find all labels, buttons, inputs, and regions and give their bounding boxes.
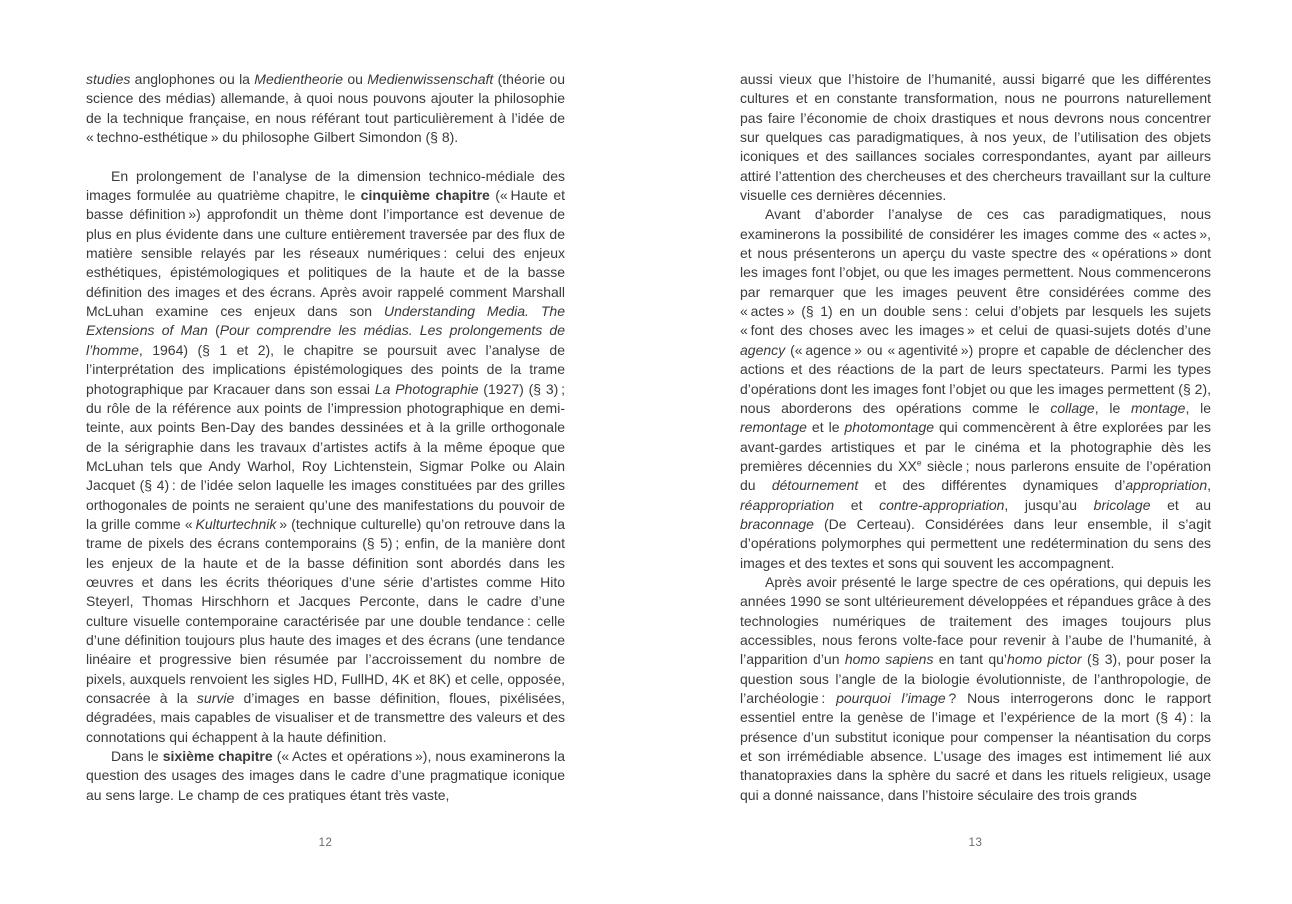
text-run: anglophones ou la xyxy=(130,71,255,87)
text-run: , 1964) (§ 1 et 2), le chapitre se poursuit avec l’analyse de l’interprétation des implications épistémologiques des points de la trame photographique par Kracauer dans son essai xyxy=(86,341,565,397)
text-run: studies xyxy=(86,71,131,87)
text-run: agency xyxy=(740,341,786,358)
paragraph xyxy=(740,70,1211,205)
text-run: siècle ; nous parlerons ensuite de l’opération du xyxy=(740,457,1211,494)
text-run: montage xyxy=(1130,399,1186,416)
text-run: braconnage xyxy=(740,515,814,532)
text-run: (« Haute et basse définition ») approfondit un thème dont l’importance est devenue de plus en plus évidente dans une culture entièrement traversée par des flux de matière sensible relayés par les réseaux numériques : celui des enjeux esthétiques, épistémologiques et politiques de la haute et de la basse définition des images et des écrans. Après avoir rappelé comment Marshall McLuhan examine ces enjeux dans son xyxy=(86,187,565,320)
text-run: aussi vieux que l’histoire de l’humanité, aussi bigarré que les différentes cultures et en constante transformation, nous ne pourrons naturellement pas faire l’économie de choix drastiques et nous devrons nous concentrer sur quelques cas paradigmatiques, à nos yeux, de l’utilisation des objets iconiques et des saillances sociales correspondantes, ayant par ailleurs attiré l’attention des chercheuses et des chercheurs travaillant sur la culture visuelle ces dernières décennies. xyxy=(740,71,1211,204)
text-run: homo pictor xyxy=(1007,651,1082,668)
superscript-text: e xyxy=(916,457,922,468)
paragraph xyxy=(86,747,565,805)
text-run: Pour comprendre les médias. Les prolongements de l’homme xyxy=(86,322,566,358)
text-run: Après avoir présenté le large spectre de ces opérations, qui depuis les années 1990 se sont ultérieurement développées et répandues grâce à des technologies numériques de traitement des images toujours plus accessibles, nous ferons volte-face pour revenir à l’aube de l’humanité, à l’apparition d’un xyxy=(740,573,1211,668)
text-run: (De Certeau). Considérées dans leur ensemble, il s’agit d’opérations polymorphes qui permettent une redétermination du sens des images et des textes et sons qui souvent les accompagnent. xyxy=(740,515,1211,571)
text-run: ou xyxy=(343,71,368,87)
page-number-left: 12 xyxy=(318,837,333,849)
text-run: et le xyxy=(806,419,845,436)
text-run: homo sapiens xyxy=(844,651,934,668)
text-run: » (technique culturelle) qu’on retrouve dans la trame de pixels des écrans contemporains (§ 5) ; enfin, de la manière dont les enjeux de la haute et de la basse définition sont abordés dans les œuvres et dans les écrits théoriques d’une série d’artistes comme Hito Steyerl, Thomas Hirschhorn et Jacques Perconte, dans le cadre d’une culture visuelle contemporaine caractérisée par une double tendance : celle d’une définition toujours plus haute des images et des écrans (une tendance linéaire et progressive bien résumée par l’accroissement du nombre de pixels, auxquels renvoient les sigles HD, FullHD, 4K et 8K) et celle, opposée, consacrée à la xyxy=(86,515,565,706)
text-run: Dans le xyxy=(111,748,163,765)
text-run: , xyxy=(1207,477,1212,494)
text-run: appropriation xyxy=(1125,477,1208,494)
text-run: pourquoi l’image xyxy=(836,690,946,706)
text-run: collage xyxy=(1050,399,1095,416)
text-run: détournement xyxy=(771,477,859,494)
page-left-text-column xyxy=(86,70,565,805)
text-run: Medientheorie xyxy=(254,71,344,87)
text-run: (« agence » ou « agentivité ») propre et capable de déclencher des actions et des réactions de la part de leurs spectateurs. Parmi les types d’opérations dont les images font l’objet ou que les images permettent (§ 2), nous aborderons des opérations comme le xyxy=(740,341,1211,416)
text-run: , le xyxy=(1185,399,1211,416)
paragraph xyxy=(740,205,1211,573)
text-run: Avant d’aborder l’analyse de ces cas paradigmatiques, nous examinerons la possibilité de considérer les images comme des « actes », et nous présenterons un aperçu du vaste spectre des « opérations » dont les images font l’objet, ou que les images permettent. Nous commencerons par remarquer que les images peuvent être considérées comme des « actes » (§ 1) en un double sens : celui d’objets par lesquels les sujets « font des choses avec les images » et celui de quasi-sujets dotés d’une xyxy=(740,206,1211,339)
text-run: photomontage xyxy=(844,419,935,436)
text-run: d’images en basse définition, floues, pixélisées, dégradées, mais capables de visualiser et de transmettre des valeurs et des connotations qui échappent à la haute définition. xyxy=(86,690,566,745)
text-run: Understanding Media. The Extensions of Man xyxy=(86,303,565,339)
text-run: cinquième chapitre xyxy=(360,187,490,204)
text-run: remontage xyxy=(740,419,807,436)
text-run: (1927) (§ 3) ; du rôle de la référence aux points de l’impression photographique en demi-teinte, aux points Ben-Day des bandes dessinées et à la grille orthogonale de la sérigraphie dans les travaux d’artistes actifs à la même époque que McLuhan tels que Andy Warhol, Roy Lichtenstein, Sigmar Polke ou Alain Jacquet (§ 4) : de l’idée selon laquelle les images constituées par des grilles orthogonales de points ne seraient qu’une des manifestations du pouvoir de la grille comme « xyxy=(86,380,565,532)
text-run: en tant qu’ xyxy=(933,651,1008,668)
text-run: et des différentes dynamiques d’ xyxy=(858,477,1126,494)
page-right-text-column xyxy=(740,70,1211,805)
text-run: (« Actes et opérations »), nous examinerons la question des usages des images dans le cadre d’une pragmatique iconique au sens large. Le champ de ces pratiques étant très vaste, xyxy=(86,748,565,803)
text-run: et xyxy=(834,496,880,513)
paragraph xyxy=(740,573,1211,805)
text-run: , jusqu’au xyxy=(1004,496,1094,513)
text-run: (§ 3), pour poser la question sous l’angle de la biologie évolutionniste, de l’anthropologie, de l’archéologie : xyxy=(740,651,1211,706)
text-run: ( xyxy=(207,322,220,339)
text-run: La Photographie xyxy=(374,380,479,397)
text-run: bricolage xyxy=(1093,496,1151,513)
paragraph xyxy=(86,70,565,147)
paragraph xyxy=(86,167,565,747)
text-run: Medienwissenschaft xyxy=(367,71,494,87)
text-run: (théorie ou science des médias) allemande, à quoi nous pouvons ajouter la philosophie de la technique française, en nous référant tout particulièrement à l’idée de « techno-esthétique » du philosophe Gilbert Simondon (§ 8). xyxy=(86,71,565,146)
text-run: survie xyxy=(196,690,235,706)
text-run: sixième chapitre xyxy=(162,748,273,765)
page-number-right: 13 xyxy=(968,837,983,849)
text-run: ? Nous interrogerons donc le rapport essentiel entre la genèse de l’image et l’expérience de la mort (§ 4) : la présence d’un substitut iconique pour compenser la néantisation du corps et son irrémédiable absence. L’usage des images est intimement lié aux thanatopraxies dans la sphère du sacré et dans les rituels religieux, usage qui a donné naissance, dans l’histoire séculaire des trois grands xyxy=(740,690,1211,803)
text-run: et au xyxy=(1150,496,1211,513)
text-run: réappropriation xyxy=(740,496,835,513)
text-run: qui commencèrent à être explorées par les avant-gardes artistiques et par le cinéma et la photographie dès les premières décennies du XX xyxy=(740,419,1212,474)
text-run: , le xyxy=(1094,399,1131,416)
text-run: Kulturtechnik xyxy=(195,515,277,532)
text-run: contre-appropriation xyxy=(879,496,1005,513)
text-run: En prolongement de l’analyse de la dimension technico-médiale des images formulée au quatrième chapitre, le xyxy=(86,167,565,204)
